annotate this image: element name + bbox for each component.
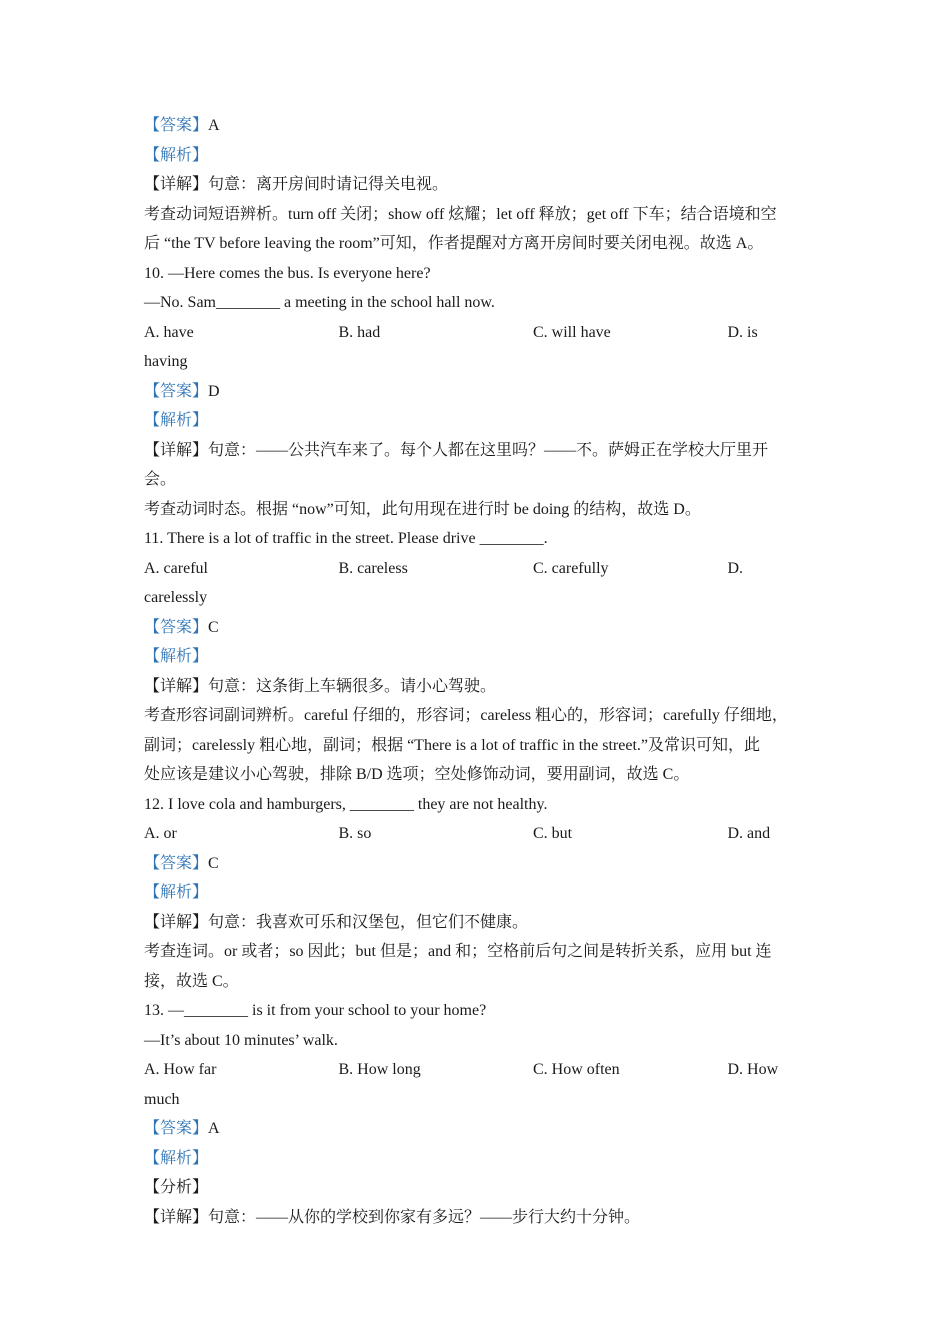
detail-line: 会。 xyxy=(144,471,177,488)
detail-line: 【详解】句意：——公共汽车来了。每个人都在这里吗？——不。萨姆正在学校大厅里开 xyxy=(144,441,769,459)
explanation-line: 后 “the TV before leaving the room”可知，作者提醒对方离开房间时要关闭电视。故选 A。 xyxy=(144,235,764,252)
option-b: B. had xyxy=(338,323,381,341)
option-c: C. will have xyxy=(533,323,611,341)
question-stem: 12. I love cola and hamburgers, ________ they are not healthy. xyxy=(144,795,548,813)
answer-line xyxy=(144,849,814,879)
explanation-line: 处应该是建议小心驾驶，排除 B/D 选项；空处修饰动词，要用副词，故选 C。 xyxy=(144,766,690,783)
question-stem: 13. —________ is it from your school to your home? xyxy=(144,1002,487,1019)
explanation-line: 考查连词。or 或者；so 因此；but 但是；and 和；空格前后句之间是转折关系，应用 but 连 xyxy=(144,943,772,960)
answer-tag: 【答案】 xyxy=(144,618,209,636)
question-stem: 10. —Here comes the bus. Is everyone here? xyxy=(144,264,431,282)
option-b: B. so xyxy=(338,825,372,842)
detail-line: 【详解】句意：我喜欢可乐和汉堡包，但它们不健康。 xyxy=(144,913,529,931)
option-a: A. careful xyxy=(144,559,208,577)
explanation-line: 考查形容词副词辨析。careful 仔细的，形容词；careless 粗心的，形容词；carefully 仔细地， xyxy=(144,707,788,724)
answer-line xyxy=(144,613,814,643)
explanation-line: 副词；carelessly 粗心地，副词；根据 “There is a lot of traffic in the street.”及常识可知，此 xyxy=(144,736,761,754)
analysis-tag: 【解析】 xyxy=(144,648,209,665)
question-stem: —It’s about 10 minutes’ walk. xyxy=(144,1031,338,1049)
analysis-tag: 【解析】 xyxy=(144,884,209,901)
option-a: A. have xyxy=(144,323,194,341)
option-c: C. carefully xyxy=(533,559,609,577)
answer-tag: 【答案】 xyxy=(144,854,209,872)
answer-value: A xyxy=(208,117,220,134)
question-stem: —No. Sam________ a meeting in the school hall now. xyxy=(144,294,495,311)
option-row xyxy=(144,819,814,849)
analysis-tag: 【解析】 xyxy=(144,412,209,429)
answer-line xyxy=(144,377,814,407)
option-row xyxy=(144,554,814,584)
answer-value: D xyxy=(208,382,220,400)
option-b: B. careless xyxy=(338,559,408,577)
detail-line: 【详解】句意：——从你的学校到你家有多远？——步行大约十分钟。 xyxy=(144,1208,641,1226)
analysis-tag: 【解析】 xyxy=(144,1149,209,1167)
option-wrap: carelessly xyxy=(144,589,208,606)
option-d: D. xyxy=(727,559,744,577)
option-c: C. but xyxy=(533,825,573,842)
document-body xyxy=(144,111,814,1232)
question-stem: 11. There is a lot of traffic in the street. Please drive ________. xyxy=(144,530,548,547)
option-row xyxy=(144,318,814,348)
answer-line xyxy=(144,111,814,141)
analysis-tag: 【解析】 xyxy=(144,146,209,164)
explanation-line: 考查动词短语辨析。turn off 关闭；show off 炫耀；let off 释放；get off 下车；结合语境和空 xyxy=(144,205,777,223)
answer-value: A xyxy=(208,1120,220,1137)
option-wrap: much xyxy=(144,1090,180,1108)
option-c: C. How often xyxy=(533,1061,620,1078)
detail-line: 【详解】句意：离开房间时请记得关电视。 xyxy=(144,176,449,193)
answer-tag: 【答案】 xyxy=(144,382,209,400)
option-row xyxy=(144,1055,814,1085)
option-d: D. How xyxy=(727,1061,779,1078)
detail-line: 【详解】句意：这条街上车辆很多。请小心驾驶。 xyxy=(144,677,497,695)
option-a: A. How far xyxy=(144,1061,217,1078)
option-a: A. or xyxy=(144,825,177,842)
answer-tag: 【答案】 xyxy=(144,117,209,134)
answer-value: C xyxy=(208,618,219,636)
option-b: B. How long xyxy=(338,1061,421,1078)
explanation-line: 接，故选 C。 xyxy=(144,972,239,990)
option-d: D. is xyxy=(727,323,758,341)
fenxi-line: 【分析】 xyxy=(144,1179,209,1196)
explanation-line: 考查动词时态。根据 “now”可知，此句用现在进行时 be doing 的结构，故选 D。 xyxy=(144,500,701,518)
answer-tag: 【答案】 xyxy=(144,1120,209,1137)
answer-line xyxy=(144,1114,814,1144)
answer-value: C xyxy=(208,854,219,872)
option-d: D. and xyxy=(727,825,771,842)
option-wrap: having xyxy=(144,353,188,370)
